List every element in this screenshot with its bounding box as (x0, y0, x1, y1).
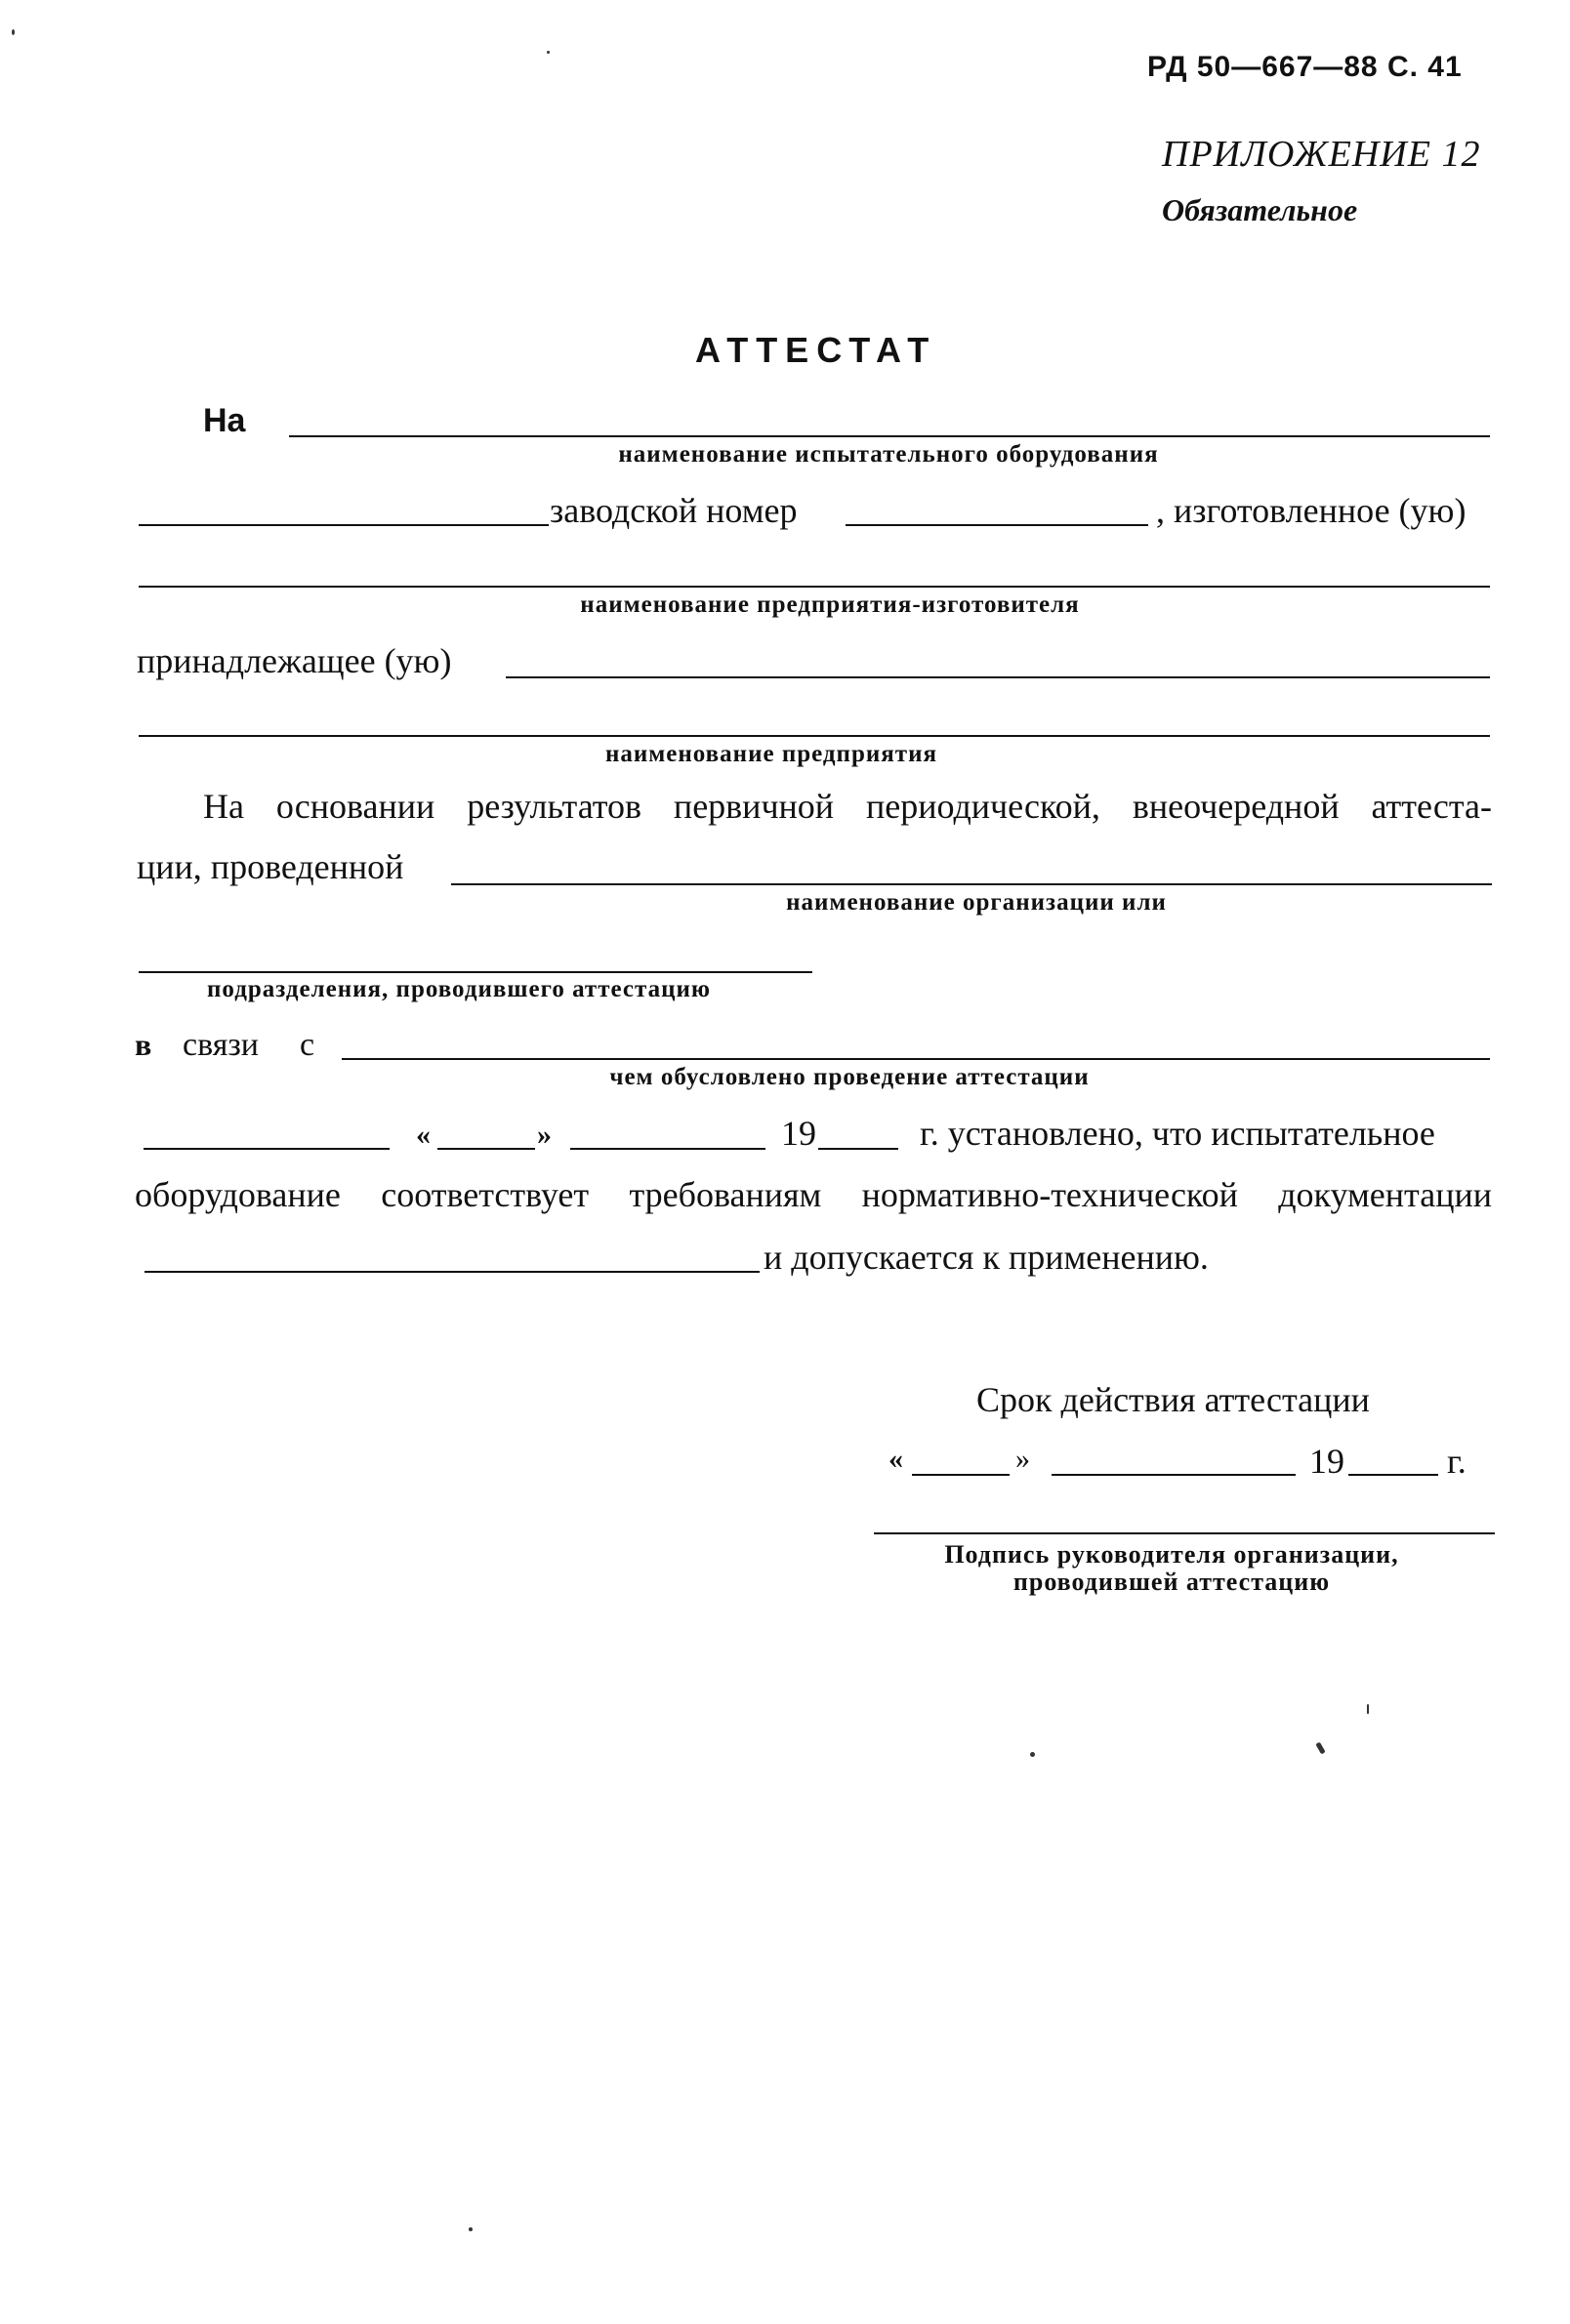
equipment-name-field[interactable] (289, 435, 1490, 437)
date-place-field[interactable] (144, 1148, 390, 1150)
date-year-prefix: 19 (781, 1114, 816, 1153)
in-connection-svyazi: связи (183, 1027, 259, 1063)
validity-quote-close: » (1015, 1443, 1030, 1475)
na-label: На (203, 402, 246, 439)
appendix-status: Обязательное (1162, 192, 1358, 227)
in-connection-s: с (300, 1027, 315, 1063)
scan-speck (1030, 1752, 1035, 1757)
owner-field[interactable] (506, 676, 1490, 678)
equipment-name-caption: наименование испытательного оборудования (618, 441, 1159, 468)
belonging-label: принадлежащее (ую) (137, 641, 452, 680)
date-month-field[interactable] (570, 1148, 765, 1150)
scan-speck (1367, 1704, 1369, 1714)
document-title: АТТЕСТАТ (695, 330, 937, 370)
conducted-label: ции, проведенной (137, 847, 404, 886)
manufacturer-caption: наименование предприятия-изготовителя (580, 591, 1080, 618)
equipment-name-continuation-field[interactable] (139, 524, 549, 526)
validity-year-field[interactable] (1348, 1474, 1438, 1476)
signature-caption-line1: Подпись руководителя организации, (944, 1540, 1399, 1569)
date-quote-open: « (416, 1119, 431, 1151)
validity-month-field[interactable] (1052, 1474, 1296, 1476)
enterprise-field[interactable] (139, 735, 1490, 737)
appendix-number: ПРИЛОЖЕНИЕ 12 (1162, 134, 1481, 175)
normative-document-field[interactable] (145, 1271, 760, 1273)
date-quote-close: » (537, 1119, 552, 1151)
validity-year-prefix: 19 (1309, 1442, 1344, 1481)
signature-caption-line2: проводившей аттестацию (1012, 1568, 1331, 1596)
reason-field[interactable] (342, 1058, 1490, 1060)
in-connection-v: в (135, 1027, 152, 1062)
subdivision-field[interactable] (139, 971, 812, 973)
date-year-field[interactable] (818, 1148, 898, 1150)
reason-caption: чем обусловлено проведение аттестации (609, 1064, 1090, 1090)
scan-speck (469, 2227, 473, 2231)
basis-paragraph-line1: На основании результатов первичной периодической, внеочередной аттеста- (203, 787, 1492, 826)
established-text: г. установлено, что испытательное (920, 1114, 1435, 1153)
date-day-field[interactable] (437, 1148, 535, 1150)
compliance-text: оборудование соответствует требованиям нормативно-технической документации (135, 1175, 1492, 1214)
subdivision-caption: подразделения, проводившего аттестацию (207, 976, 711, 1002)
permitted-text: и допускается к применению. (764, 1238, 1209, 1277)
scan-speck (1315, 1742, 1325, 1755)
signature-field[interactable] (874, 1532, 1495, 1534)
validity-day-field[interactable] (912, 1474, 1010, 1476)
validity-quote-open: « (888, 1443, 903, 1475)
enterprise-caption: наименование предприятия (604, 741, 938, 767)
scan-speck (12, 29, 15, 35)
scan-speck (547, 51, 550, 54)
manufacturer-field[interactable] (139, 586, 1490, 588)
organization-caption: наименование организации или (786, 889, 1167, 916)
validity-year-suffix: г. (1447, 1442, 1467, 1481)
manufactured-label: , изготовленное (ую) (1156, 491, 1467, 530)
factory-number-field[interactable] (846, 524, 1148, 526)
organization-field[interactable] (451, 883, 1492, 885)
document-reference: РД 50—667—88 С. 41 (1147, 51, 1463, 83)
factory-number-label: заводской номер (550, 491, 798, 530)
validity-title: Срок действия аттестации (976, 1380, 1370, 1419)
